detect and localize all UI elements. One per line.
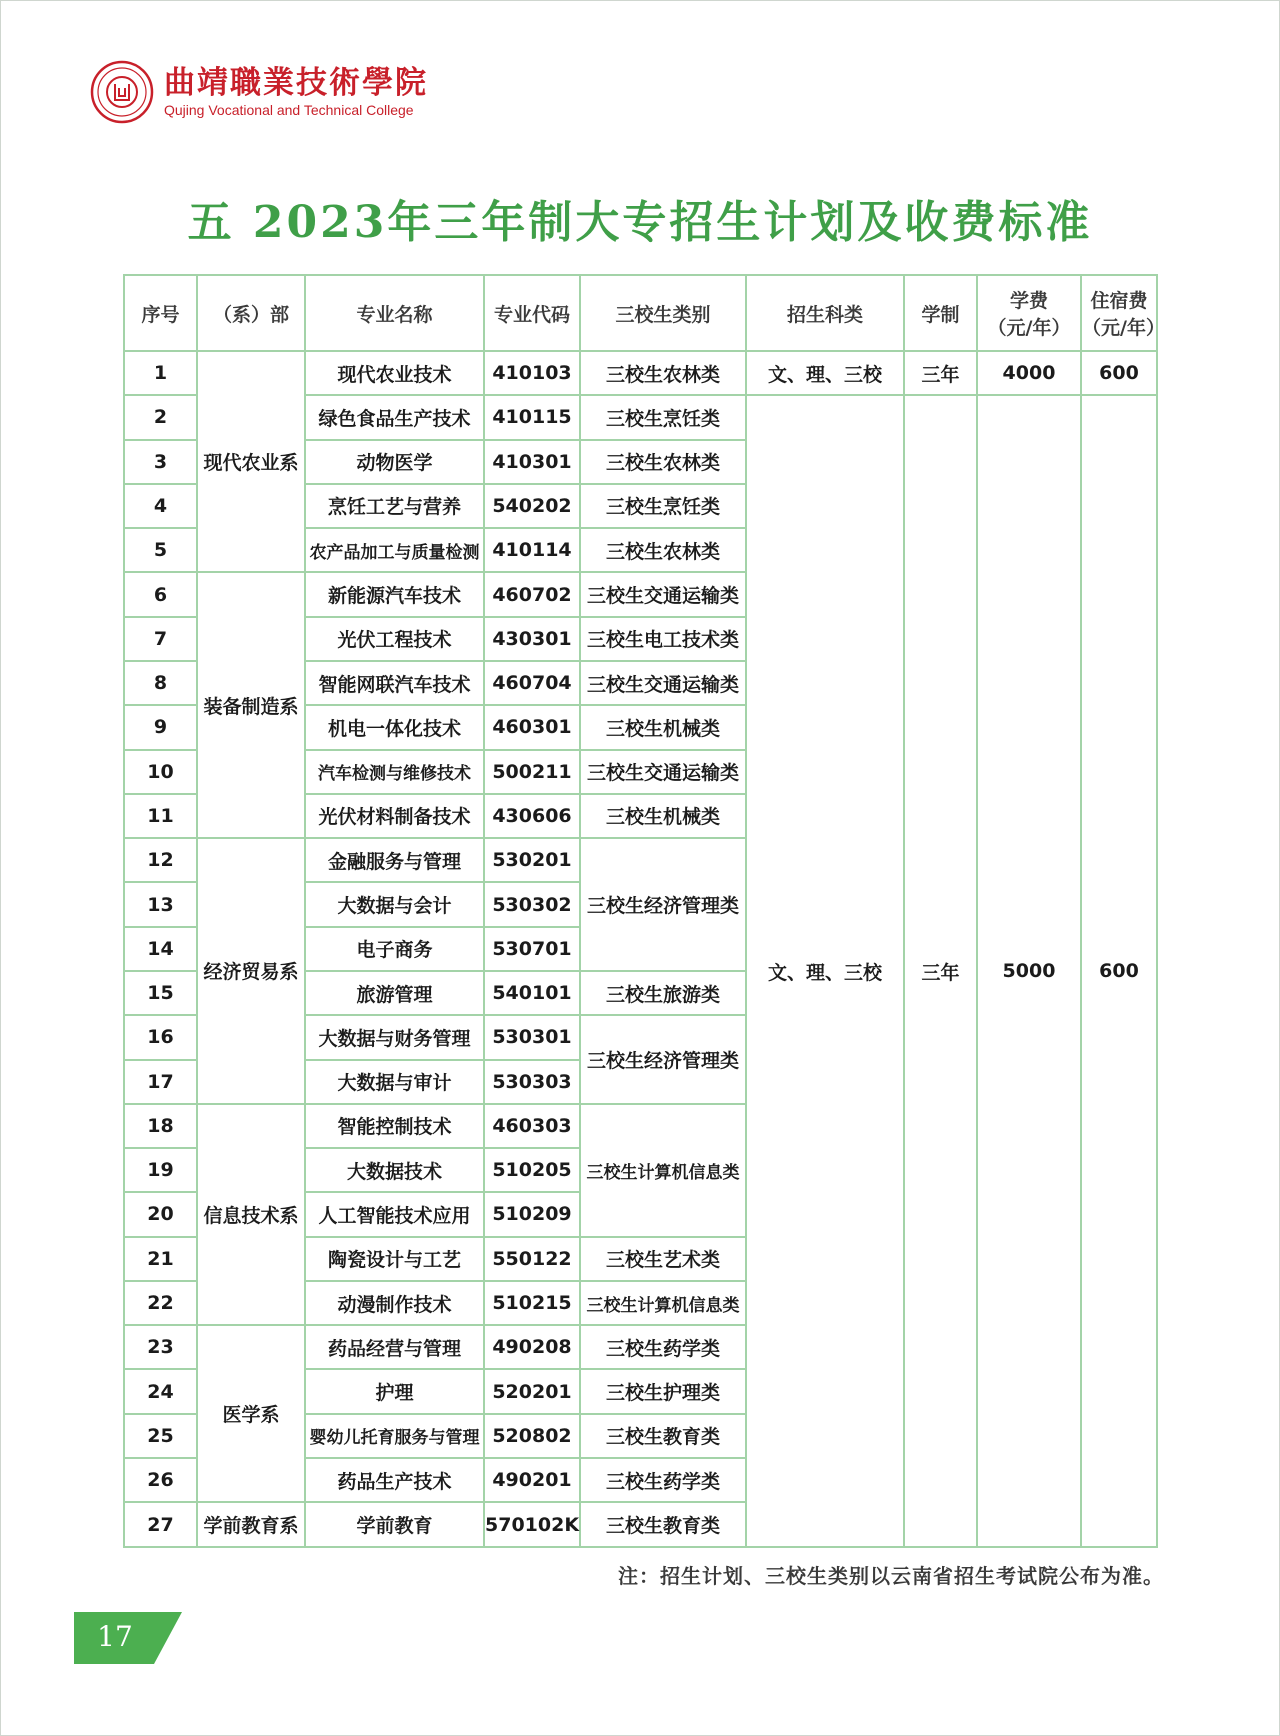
dept-cell: 装备制造系 xyxy=(197,572,305,838)
major-code: 530301 xyxy=(484,1015,580,1059)
major-code: 530701 xyxy=(484,927,580,971)
major-name: 大数据与财务管理 xyxy=(305,1015,484,1059)
college-name-cn: 曲靖職業技術學院 xyxy=(164,65,428,101)
footnote: 注：招生计划、三校生类别以云南省招生考试院公布为准。 xyxy=(618,1564,1164,1588)
major-name: 动漫制作技术 xyxy=(305,1281,484,1325)
college-name-en: Qujing Vocational and Technical College xyxy=(164,102,414,118)
row-number: 23 xyxy=(124,1325,197,1369)
row-number: 9 xyxy=(124,705,197,749)
major-code: 520802 xyxy=(484,1414,580,1458)
category-cell: 三校生交通运输类 xyxy=(580,750,746,794)
category-cell: 三校生计算机信息类 xyxy=(580,1281,746,1325)
row-number: 19 xyxy=(124,1148,197,1192)
major-name: 烹饪工艺与营养 xyxy=(305,484,484,528)
header-seq: 序号 xyxy=(124,275,197,351)
row-number: 15 xyxy=(124,971,197,1015)
row-number: 17 xyxy=(124,1060,197,1104)
major-code: 460702 xyxy=(484,572,580,616)
major-name: 大数据与审计 xyxy=(305,1060,484,1104)
row-number: 20 xyxy=(124,1192,197,1236)
header-dorm-label: 住宿费 xyxy=(1090,290,1148,312)
major-code: 550122 xyxy=(484,1237,580,1281)
major-code: 510209 xyxy=(484,1192,580,1236)
major-name: 新能源汽车技术 xyxy=(305,572,484,616)
subjects-cell: 文、理、三校 xyxy=(746,395,904,1547)
row-number: 8 xyxy=(124,661,197,705)
major-code: 500211 xyxy=(484,750,580,794)
row-number: 14 xyxy=(124,927,197,971)
major-code: 540202 xyxy=(484,484,580,528)
major-name: 陶瓷设计与工艺 xyxy=(305,1237,484,1281)
subjects-cell: 文、理、三校 xyxy=(746,351,904,395)
header-tuition xyxy=(977,275,1081,351)
row-number: 22 xyxy=(124,1281,197,1325)
major-code: 530201 xyxy=(484,838,580,882)
header-dorm-unit: （元/年） xyxy=(1082,317,1165,339)
category-cell: 三校生交通运输类 xyxy=(580,572,746,616)
major-code: 530303 xyxy=(484,1060,580,1104)
dept-cell: 信息技术系 xyxy=(197,1104,305,1325)
major-name: 智能控制技术 xyxy=(305,1104,484,1148)
category-cell: 三校生机械类 xyxy=(580,794,746,838)
row-number: 25 xyxy=(124,1414,197,1458)
category-cell: 三校生教育类 xyxy=(580,1414,746,1458)
row-number: 1 xyxy=(124,351,197,395)
row-number: 13 xyxy=(124,882,197,926)
category-cell: 三校生农林类 xyxy=(580,440,746,484)
dept-cell: 医学系 xyxy=(197,1325,305,1502)
row-number: 12 xyxy=(124,838,197,882)
major-name: 绿色食品生产技术 xyxy=(305,395,484,439)
major-name: 汽车检测与维修技术 xyxy=(305,750,484,794)
major-code: 460704 xyxy=(484,661,580,705)
major-code: 510205 xyxy=(484,1148,580,1192)
category-cell: 三校生教育类 xyxy=(580,1502,746,1547)
header-major: 专业名称 xyxy=(305,275,484,351)
row-number: 4 xyxy=(124,484,197,528)
major-name: 动物医学 xyxy=(305,440,484,484)
row-number: 26 xyxy=(124,1458,197,1502)
major-code: 510215 xyxy=(484,1281,580,1325)
major-name: 人工智能技术应用 xyxy=(305,1192,484,1236)
header-dorm xyxy=(1081,275,1165,351)
page-title: 五 2023年三年制大专招生计划及收费标准 xyxy=(187,197,1093,248)
major-code: 460303 xyxy=(484,1104,580,1148)
dept-cell: 学前教育系 xyxy=(197,1502,305,1547)
major-name: 电子商务 xyxy=(305,927,484,971)
category-cell: 三校生艺术类 xyxy=(580,1237,746,1281)
row-number: 5 xyxy=(124,528,197,572)
category-cell: 三校生药学类 xyxy=(580,1325,746,1369)
row-number: 24 xyxy=(124,1369,197,1413)
major-name: 光伏材料制备技术 xyxy=(305,794,484,838)
major-name: 旅游管理 xyxy=(305,971,484,1015)
major-name: 药品生产技术 xyxy=(305,1458,484,1502)
major-code: 530302 xyxy=(484,882,580,926)
major-name: 药品经营与管理 xyxy=(305,1325,484,1369)
category-cell: 三校生经济管理类 xyxy=(580,1015,746,1104)
major-name: 护理 xyxy=(305,1369,484,1413)
duration-cell: 三年 xyxy=(904,395,977,1547)
row-number: 7 xyxy=(124,617,197,661)
duration-cell: 三年 xyxy=(904,351,977,395)
row-number: 27 xyxy=(124,1502,197,1547)
major-code: 570102K xyxy=(484,1502,580,1547)
header-dept: （系）部 xyxy=(197,275,305,351)
header-category: 三校生类别 xyxy=(580,275,746,351)
major-code: 430301 xyxy=(484,617,580,661)
header-duration: 学制 xyxy=(904,275,977,351)
major-name: 金融服务与管理 xyxy=(305,838,484,882)
table-header-row xyxy=(124,275,1157,351)
dept-cell: 现代农业系 xyxy=(197,351,305,572)
major-code: 410115 xyxy=(484,395,580,439)
major-code: 540101 xyxy=(484,971,580,1015)
major-code: 430606 xyxy=(484,794,580,838)
category-cell: 三校生计算机信息类 xyxy=(580,1104,746,1237)
category-cell: 三校生农林类 xyxy=(580,351,746,395)
major-code: 520201 xyxy=(484,1369,580,1413)
row-number: 18 xyxy=(124,1104,197,1148)
category-cell: 三校生护理类 xyxy=(580,1369,746,1413)
row-number: 3 xyxy=(124,440,197,484)
major-code: 460301 xyxy=(484,705,580,749)
category-cell: 三校生旅游类 xyxy=(580,971,746,1015)
major-code: 490201 xyxy=(484,1458,580,1502)
major-code: 410301 xyxy=(484,440,580,484)
dorm-cell: 600 xyxy=(1081,351,1157,395)
row-number: 2 xyxy=(124,395,197,439)
tuition-cell: 4000 xyxy=(977,351,1081,395)
row-number: 6 xyxy=(124,572,197,616)
major-name: 农产品加工与质量检测 xyxy=(305,528,484,572)
table-row xyxy=(124,351,1157,395)
row-number: 10 xyxy=(124,750,197,794)
category-cell: 三校生农林类 xyxy=(580,528,746,572)
major-code: 490208 xyxy=(484,1325,580,1369)
category-cell: 三校生机械类 xyxy=(580,705,746,749)
header-tuition-unit: （元/年） xyxy=(987,317,1071,339)
major-name: 机电一体化技术 xyxy=(305,705,484,749)
dept-cell: 经济贸易系 xyxy=(197,838,305,1104)
tuition-cell: 5000 xyxy=(977,395,1081,1547)
major-name: 现代农业技术 xyxy=(305,351,484,395)
row-number: 11 xyxy=(124,794,197,838)
major-name: 婴幼儿托育服务与管理 xyxy=(305,1414,484,1458)
major-name: 光伏工程技术 xyxy=(305,617,484,661)
header-subjects: 招生科类 xyxy=(746,275,904,351)
major-name: 学前教育 xyxy=(305,1502,484,1547)
category-cell: 三校生药学类 xyxy=(580,1458,746,1502)
category-cell: 三校生经济管理类 xyxy=(580,838,746,971)
category-cell: 三校生烹饪类 xyxy=(580,484,746,528)
enrollment-table xyxy=(123,274,1165,1548)
major-code: 410114 xyxy=(484,528,580,572)
category-cell: 三校生烹饪类 xyxy=(580,395,746,439)
major-code: 410103 xyxy=(484,351,580,395)
college-seal-icon xyxy=(90,60,154,124)
dorm-cell: 600 xyxy=(1081,395,1157,1547)
header-tuition-label: 学费 xyxy=(1009,290,1048,312)
category-cell: 三校生交通运输类 xyxy=(580,661,746,705)
major-name: 大数据技术 xyxy=(305,1148,484,1192)
row-number: 16 xyxy=(124,1015,197,1059)
category-cell: 三校生电工技术类 xyxy=(580,617,746,661)
page-number: 17 xyxy=(97,1620,133,1653)
college-logo xyxy=(90,60,428,124)
row-number: 21 xyxy=(124,1237,197,1281)
major-name: 大数据与会计 xyxy=(305,882,484,926)
major-name: 智能网联汽车技术 xyxy=(305,661,484,705)
header-code: 专业代码 xyxy=(484,275,580,351)
